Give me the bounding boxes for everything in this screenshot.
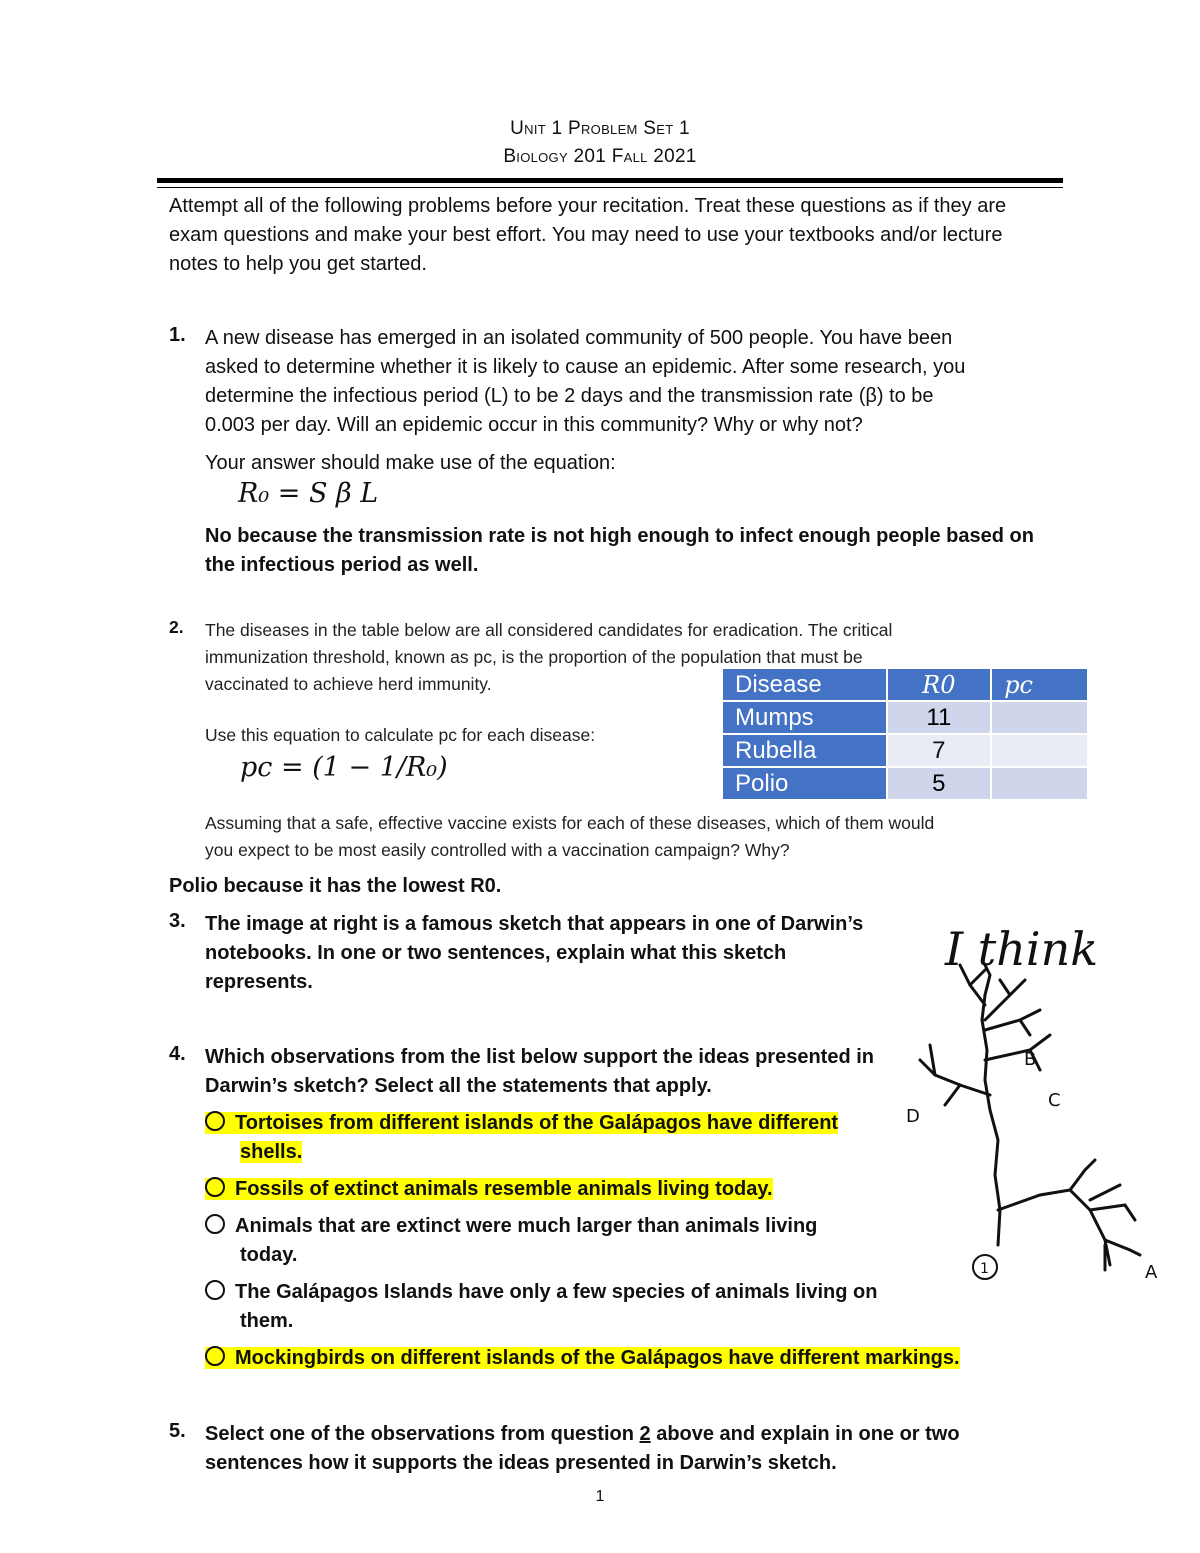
table-row xyxy=(722,767,1088,800)
q2-answer: Polio because it has the lowest R0. xyxy=(169,875,502,897)
q2-line: immunization threshold, known as pc, is the proportion of the population that must be xyxy=(205,647,863,667)
table-cell-pc xyxy=(991,701,1088,734)
q2-followup-line: you expect to be most easily controlled with a vaccination campaign? Why? xyxy=(205,840,790,860)
sketch-caption: I think xyxy=(945,922,1099,976)
option-text: them. xyxy=(240,1310,294,1332)
q4-number: 4. xyxy=(169,1043,186,1065)
option-item[interactable] xyxy=(205,1278,985,1336)
page-number: 1 xyxy=(595,1488,605,1505)
q1-line: 0.003 per day. Will an epidemic occur in this community? Why or why not? xyxy=(205,414,863,436)
q1-prompt: Your answer should make use of the equation: xyxy=(205,452,616,474)
q1-number: 1. xyxy=(169,324,186,346)
option-text: Mockingbirds on different islands of the Galápagos have different markings. xyxy=(235,1347,960,1369)
option-text: The Galápagos Islands have only a few species of animals living on xyxy=(235,1281,878,1303)
table-header-row xyxy=(722,668,1088,701)
radio-circle-icon[interactable] xyxy=(205,1111,225,1131)
table-cell-r0: 5 xyxy=(887,767,992,800)
option-text: Tortoises from different islands of the Galápagos have different xyxy=(235,1112,839,1134)
q2-followup-line: Assuming that a safe, effective vaccine exists for each of these diseases, which of them would xyxy=(205,813,935,833)
sketch-label: C xyxy=(1048,1090,1061,1111)
table-header-pc: pc xyxy=(991,668,1088,701)
sketch-label: A xyxy=(1145,1262,1158,1283)
option-item[interactable] xyxy=(205,1344,985,1373)
radio-circle-icon[interactable] xyxy=(205,1346,225,1366)
option-item[interactable] xyxy=(205,1109,985,1167)
table-cell-pc xyxy=(991,767,1088,800)
document-title: Unit 1 Problem Set 1 xyxy=(510,118,690,139)
q4-line: Darwin’s sketch? Select all the statements that apply. xyxy=(205,1075,712,1097)
option-item[interactable] xyxy=(205,1212,985,1270)
q3-line: notebooks. In one or two sentences, explain what this sketch xyxy=(205,942,787,964)
q1-answer-line: the infectious period as well. xyxy=(205,554,479,576)
table-cell-pc xyxy=(991,734,1088,767)
table-cell-r0: 7 xyxy=(887,734,992,767)
q2-line: vaccinated to achieve herd immunity. xyxy=(205,674,492,694)
option-item[interactable] xyxy=(205,1175,985,1204)
table-row xyxy=(722,701,1088,734)
table-cell-disease: Rubella xyxy=(722,734,887,767)
header-rule-thin xyxy=(157,187,1063,188)
q2-equation: pc = (1 − 1/R₀) xyxy=(240,752,448,783)
q1-answer-line: No because the transmission rate is not high enough to infect enough people based on xyxy=(205,525,1034,547)
table-cell-disease: Polio xyxy=(722,767,887,800)
radio-circle-icon[interactable] xyxy=(205,1280,225,1300)
option-text: Fossils of extinct animals resemble animals living today. xyxy=(235,1178,773,1200)
q3-number: 3. xyxy=(169,910,186,932)
table-cell-r0: 11 xyxy=(887,701,992,734)
q1-line: A new disease has emerged in an isolated community of 500 people. You have been xyxy=(205,327,953,349)
q4-text xyxy=(205,1043,905,1101)
sketch-label: D xyxy=(906,1106,920,1127)
radio-circle-icon[interactable] xyxy=(205,1214,225,1234)
option-text: shells. xyxy=(240,1141,303,1163)
header-rule-thick xyxy=(157,178,1063,183)
sketch-label: 1 xyxy=(980,1261,989,1277)
q1-answer xyxy=(205,522,1105,580)
q3-line: represents. xyxy=(205,971,313,993)
table-header-disease: Disease xyxy=(722,668,887,701)
table-cell-disease: Mumps xyxy=(722,701,887,734)
intro-paragraph: Attempt all of the following problems before your recitation. Treat these questions as if they are exam questions and make your best effort. You may need to use your textbooks and/or lecture notes to help you get started. xyxy=(169,195,1007,275)
q1-text xyxy=(205,324,1105,440)
table-row xyxy=(722,734,1088,767)
document-subtitle: Biology 201 Fall 2021 xyxy=(503,146,697,167)
q2-number: 2. xyxy=(169,617,184,637)
q3-text xyxy=(205,910,885,997)
q1-line: asked to determine whether it is likely to cause an epidemic. After some research, you xyxy=(205,356,966,378)
sketch-label: B xyxy=(1024,1049,1037,1070)
q2-line: The diseases in the table below are all considered candidates for eradication. The critical xyxy=(205,620,893,640)
q1-equation: R₀ = S β L xyxy=(238,478,379,509)
q2-followup xyxy=(205,810,1105,864)
q5-number: 5. xyxy=(169,1420,186,1442)
eradication-table xyxy=(721,667,1089,801)
q5-line-2: sentences how it supports the ideas presented in Darwin’s sketch. xyxy=(205,1452,837,1474)
q1-line: determine the infectious period (L) to be 2 days and the transmission rate (β) to be xyxy=(205,385,934,407)
option-text: Animals that are extinct were much larger than animals living xyxy=(235,1215,818,1237)
q5-question-ref: 2 xyxy=(639,1423,651,1445)
table-header-r0: R0 xyxy=(887,668,992,701)
q4-line: Which observations from the list below support the ideas presented in xyxy=(205,1046,874,1068)
q5-line-1: Select one of the observations from question 2 above and explain in one or two xyxy=(205,1423,960,1445)
q2-prompt: Use this equation to calculate pc for each disease: xyxy=(205,725,596,745)
q3-line: The image at right is a famous sketch that appears in one of Darwin’s xyxy=(205,913,864,935)
q4-options xyxy=(205,1109,985,1373)
option-text: today. xyxy=(240,1244,298,1266)
radio-circle-icon[interactable] xyxy=(205,1177,225,1197)
q5-text xyxy=(205,1420,1105,1478)
